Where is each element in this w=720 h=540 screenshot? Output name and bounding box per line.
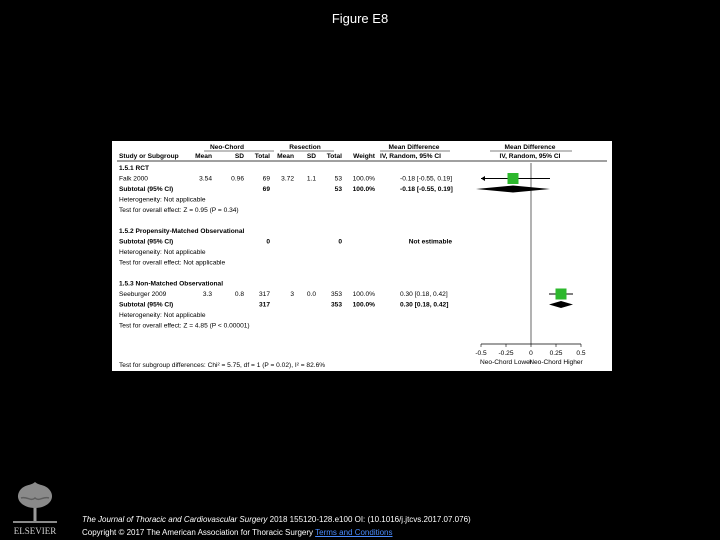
- ci-arrow-left: [481, 176, 485, 181]
- cell-weight: 100.0%: [352, 186, 375, 193]
- col-mean-1: Mean: [195, 153, 212, 160]
- row-label: Seeburger 2009: [119, 291, 167, 298]
- cell-total-2: 0: [338, 238, 342, 246]
- cell-weight: 100.0%: [352, 301, 375, 309]
- cell-total-2: 353: [330, 291, 342, 298]
- cell-md: -0.18 [-0.55, 0.19]: [400, 186, 453, 193]
- cell-total-2: 353: [330, 301, 342, 309]
- cell-mean-1: 3.54: [199, 175, 212, 183]
- col-total-1: Total: [254, 153, 270, 160]
- cell-total-2: 53: [334, 175, 342, 183]
- row-label: Subtotal (95% CI): [119, 301, 174, 309]
- header-plot-mean-difference: Mean Difference: [504, 144, 556, 151]
- forest-plot: [112, 141, 612, 371]
- cell-md: 0.30 [0.18, 0.42]: [400, 301, 449, 309]
- cell-mean-2: 3: [290, 291, 294, 298]
- row-label: Heterogeneity: Not applicable: [119, 196, 206, 204]
- cell-sd-2: 0.0: [306, 291, 316, 298]
- subgroup-test: Test for subgroup differences: Chi² = 5.75, df = 1 (P = 0.02), I² = 82.6%: [119, 362, 326, 369]
- header-neo-chord: Neo-Chord: [209, 144, 245, 151]
- row-label: Test for overall effect: Not applicable: [119, 259, 226, 267]
- cell-total-1: 317: [258, 291, 270, 298]
- row-label: 1.5.3 Non-Matched Observational: [119, 280, 224, 288]
- terms-link[interactable]: Terms and Conditions: [315, 528, 393, 537]
- header-mean-difference: Mean Difference: [388, 144, 440, 151]
- copyright-text: Copyright © 2017 The American Association for Thoracic Surgery: [82, 528, 314, 537]
- x-label-left: Neo-Chord Lower: [479, 359, 533, 366]
- row-label: 1.5.1 RCT: [119, 165, 150, 172]
- cell-mean-2: 3.72: [281, 175, 294, 183]
- row-label: Heterogeneity: Not applicable: [119, 312, 206, 319]
- cell-total-1: 69: [262, 186, 270, 193]
- row-label: Heterogeneity: Not applicable: [119, 249, 206, 256]
- cell-md: -0.18 [-0.55, 0.19]: [400, 175, 453, 183]
- subtotal-diamond: [476, 186, 550, 193]
- x-label-right: Neo-Chord Higher: [529, 359, 583, 366]
- cell-total-2: 53: [334, 186, 342, 193]
- header-resection: Resection: [289, 144, 321, 151]
- col-sd-2: SD: [306, 153, 316, 160]
- x-tick-label: -0.25: [498, 350, 514, 357]
- cell-sd-1: 0.96: [231, 175, 244, 183]
- col-md-method: IV, Random, 95% CI: [380, 153, 441, 160]
- cell-md: Not estimable: [408, 238, 452, 246]
- row-label: Subtotal (95% CI): [119, 238, 174, 246]
- x-tick-label: 0: [529, 350, 533, 357]
- study-marker: [508, 173, 519, 184]
- forest-plot-panel: [112, 141, 612, 371]
- col-sd-1: SD: [234, 153, 244, 160]
- row-label: Subtotal (95% CI): [119, 186, 174, 193]
- row-label: 1.5.2 Propensity-Matched Observational: [119, 228, 245, 235]
- study-marker: [556, 289, 567, 300]
- cell-total-1: 317: [258, 301, 270, 309]
- x-tick-label: -0.5: [475, 350, 487, 357]
- elsevier-logo: [5, 478, 65, 538]
- col-study: Study or Subgroup: [119, 153, 179, 160]
- cell-sd-2: 1.1: [306, 175, 316, 183]
- col-plot-method: IV, Random, 95% CI: [499, 153, 561, 160]
- col-total-2: Total: [326, 153, 342, 160]
- subtotal-diamond: [549, 301, 573, 308]
- row-label: Test for overall effect: Z = 0.95 (P = 0.34): [119, 207, 239, 214]
- cell-total-1: 0: [266, 238, 270, 246]
- cell-mean-1: 3.3: [202, 291, 212, 298]
- copyright: [82, 528, 393, 537]
- cell-weight: 100.0%: [352, 291, 375, 298]
- col-weight: Weight: [353, 153, 375, 160]
- cell-total-1: 69: [262, 175, 270, 183]
- x-tick-label: 0.5: [576, 350, 586, 357]
- cell-md: 0.30 [0.18, 0.42]: [400, 291, 448, 298]
- journal-name: The Journal of Thoracic and Cardiovascular Surgery: [82, 515, 268, 524]
- svg-text:ELSEVIER: ELSEVIER: [13, 526, 57, 536]
- citation-details: 2018 155120-128.e100 OI: (10.1016/j.jtcvs.2017.07.076): [267, 515, 471, 524]
- row-label: Test for overall effect: Z = 4.85 (P < 0.00001): [119, 322, 250, 330]
- citation: [82, 515, 471, 524]
- x-tick-label: 0.25: [549, 350, 563, 357]
- cell-sd-1: 0.8: [234, 291, 244, 298]
- row-label: Falk 2000: [119, 175, 148, 183]
- col-mean-2: Mean: [277, 153, 294, 160]
- cell-weight: 100.0%: [352, 175, 375, 183]
- figure-title: Figure E8: [331, 11, 389, 26]
